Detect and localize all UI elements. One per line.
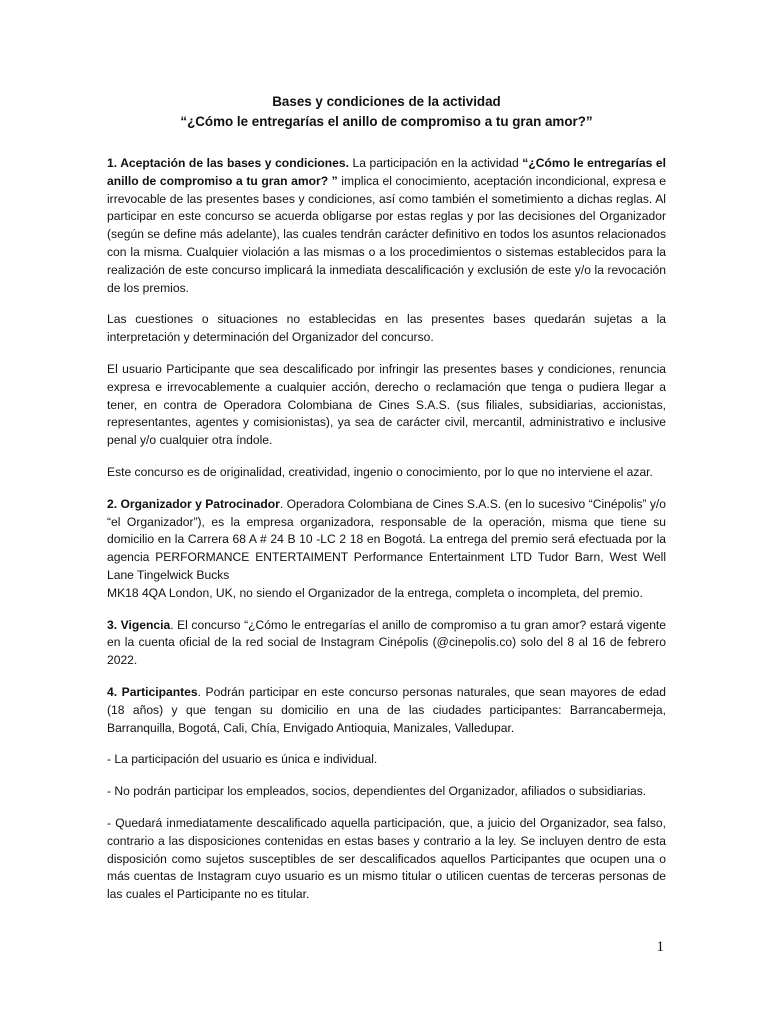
section-4-text-a: . Podrán participar en este concurso personas naturales, que sean mayores de edad (18 años) y que tengan su domicilio en una de las ciudades participantes: Barrancabermeja, Barranquilla, Bogotá, Cali, Chía, Envigado Antioquia, Manizales, Valledupar. <box>107 684 666 735</box>
paragraph-cuestiones: Las cuestiones o situaciones no establecidas en las presentes bases quedarán sujetas a la interpretación y determinación del Organizador del concurso. <box>107 312 666 345</box>
section-2-organizador <box>107 496 666 603</box>
section-1-text-a: La participación en la actividad <box>349 156 523 170</box>
bullet-participacion-unica: - La participación del usuario es única e individual. <box>107 752 378 767</box>
section-2-text-a: . Operadora Colombiana de Cines S.A.S. (en lo sucesivo “Cinépolis” y/o “el Organizador”), es la empresa organizadora, responsable de la operación, misma que tiene su domicilio en la Carrera 68 A # 24 B 10 -LC 2 18 en Bogotá. La entrega del premio será efectuada por la agencia PERFORMANCE ENTERTAIMENT Performance Entertainment LTD Tudor Barn, West Well Lane Tingelwick Bucks <box>107 496 667 582</box>
title-line-1: Bases y condiciones de la actividad <box>272 94 501 109</box>
section-3-quote: “¿Cómo le entregarías el anillo de compromiso a tu gran amor? estará vigente en la cuenta oficial de la red social de Instagram Cinépolis (@cinepolis.co) solo del 8 al 16 de febrero 2022. <box>107 617 667 668</box>
section-4-participantes <box>107 684 666 737</box>
section-2-text-b: MK18 4QA London, UK, no siendo el Organizador de la entrega, completa o incompleta, del premio. <box>107 585 643 600</box>
section-1-aceptacion <box>107 155 666 297</box>
section-3-vigencia <box>107 617 666 670</box>
section-4-heading: 4. Participantes <box>107 684 198 699</box>
bullet-exclusion-empleados: - No podrán participar los empleados, socios, dependientes del Organizador, afiliados o subsidiarias. <box>107 784 647 799</box>
document-title <box>107 93 666 131</box>
section-1-quote: “¿Cómo le entregarías el anillo de compromiso a tu gran amor? ” <box>107 156 666 188</box>
paragraph-usuario-descalificado: El usuario Participante que sea descalificado por infringir las presentes bases y condiciones, renuncia expresa e irrevocablemente a cualquier acción, derecho o reclamación que tenga o pudiera llegar a tener, en contra de Operadora Colombiana de Cines S.A.S. (sus filiales, subsidiarias, accionistas, representantes, agentes y comisionistas), ya sea de carácter civil, mercantil, administrativo e inclusive penal y/o cualquier otra índole. <box>107 361 666 448</box>
section-3-text-a: . El concurso <box>170 617 245 632</box>
section-1-heading: 1. Aceptación de las bases y condiciones. <box>107 156 349 170</box>
section-1-text-b: implica el conocimiento, aceptación incondicional, expresa e irrevocable de las presentes bases y condiciones, así como también el sometimiento a dichas reglas. Al participar en este concurso se acuerda obligarse por estas reglas y por las decisiones del Organizador (según se define más adelante), las cuales tendrán carácter definitivo en todos los asuntos relacionados con la misma. Cualquier violación a las mismas o a los procedimientos o sistemas establecidos para la realización de este concurso implicará la inmediata descalificación y exclusión de este y/o la revocación de los premios. <box>107 173 666 295</box>
page-number: 1 <box>656 939 664 955</box>
title-line-2: “¿Cómo le entregarías el anillo de compromiso a tu gran amor?” <box>180 114 593 129</box>
document-body <box>107 155 666 904</box>
section-3-heading: 3. Vigencia <box>107 617 171 632</box>
paragraph-originalidad: Este concurso es de originalidad, creatividad, ingenio o conocimiento, por lo que no interviene el azar. <box>107 464 653 479</box>
bullet-descalificacion: - Quedará inmediatamente descalificado aquella participación, que, a juicio del Organizador, sea falso, contrario a las disposiciones contenidas en estas bases y contrario a la ley. Se incluyen dentro de esta disposición como sujetos susceptibles de ser descalificados aquellos Participantes que ocupen una o más cuentas de Instagram cuyo usuario es un mismo titular o utilicen cuentas de terceras personas de las cuales el Participante no es titular. <box>107 815 666 902</box>
section-2-heading: 2. Organizador y Patrocinador <box>107 496 280 511</box>
